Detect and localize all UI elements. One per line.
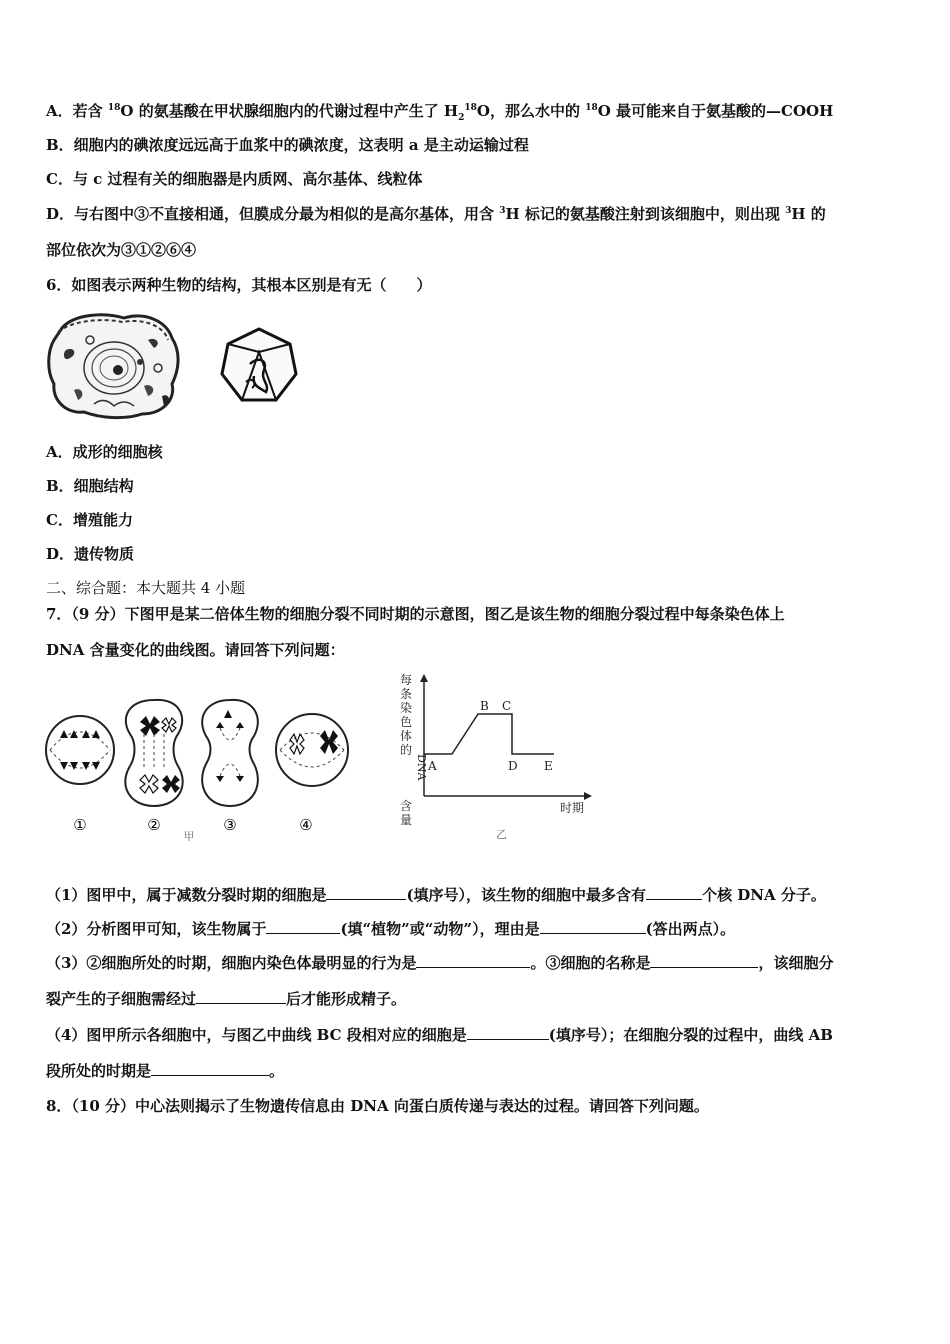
figure-yi-caption: 乙 <box>496 828 507 841</box>
figure-yi <box>396 672 596 842</box>
cell-label-1: ① <box>73 816 87 834</box>
cell-label-2: ② <box>147 816 161 834</box>
q5-option-d: D．与右图中③不直接相通，但膜成分最为相似的是高尔基体，用含 $^3$H 标记的氨基酸注射到该细胞中，则出现 $^3$H 的 <box>46 205 826 223</box>
q5-option-c: C．与 c 过程有关的细胞器是内质网、高尔基体、线粒体 <box>46 170 423 188</box>
q7-part-4: （4）图甲所示各细胞中，与图乙中曲线 BC 段相对应的细胞是 (填序号）；在细胞分裂的过程中，曲线 AB <box>46 1026 833 1044</box>
cell-1-metaphase-i <box>46 716 114 784</box>
dna-curve <box>424 714 554 754</box>
q5-option-d-line2: 部位依次为③①②⑥④ <box>46 241 197 259</box>
svg-text:含: 含 <box>400 799 413 813</box>
q6-option-d: D．遗传物质 <box>46 545 135 563</box>
svg-text:条: 条 <box>400 687 413 701</box>
cell-3-anaphase-ii <box>202 700 258 806</box>
x-axis-label: 时期 <box>560 801 585 815</box>
svg-text:体: 体 <box>400 729 413 743</box>
q7-part-2: （2）分析图甲可知，该生物属于 (填“植物”或“动物”），理由是 (答出两点）。 <box>46 920 736 938</box>
point-e: E <box>544 759 553 773</box>
y-axis-arrow <box>420 674 428 682</box>
q8-stem: 8．（10 分）中心法则揭示了生物遗传信息由 DNA 向蛋白质传递与表达的过程。请回答下列问题。 <box>46 1097 709 1115</box>
svg-text:染: 染 <box>400 701 413 715</box>
section-heading: 二、综合题：本大题共 4 小题 <box>46 579 246 597</box>
q6-option-c: C．增殖能力 <box>46 511 133 529</box>
svg-text:的: 的 <box>400 743 413 757</box>
figure-jia-caption: 甲 <box>183 830 195 843</box>
q6-option-a: A．成形的细胞核 <box>46 443 163 461</box>
q5-option-b: B．细胞内的碘浓度远远高于血浆中的碘浓度，这表明 a 是主动运输过程 <box>46 136 529 154</box>
cell-label-3: ③ <box>223 816 237 834</box>
q5-option-a: A．若含 $^{18}$O 的氨基酸在甲状腺细胞内的代谢过程中产生了 $H_2^{18}O$，那么水中的 $^{18}$O 最可能来自于氨基酸的—COOH <box>46 102 834 123</box>
q7-part-3: （3）②细胞所处的时期，细胞内染色体最明显的行为是 。③细胞的名称是 ，该细胞分 <box>46 954 834 972</box>
svg-text:DNA: DNA <box>415 754 428 781</box>
point-b: B <box>480 699 489 713</box>
q7-part-4-line2: 段所处的时期是 。 <box>46 1062 285 1080</box>
cell-figure <box>44 310 184 422</box>
virus-figure <box>218 326 300 406</box>
point-a: A <box>428 759 437 773</box>
cell-2-anaphase-i <box>125 700 182 806</box>
q7-stem-line2: DNA 含量变化的曲线图。请回答下列问题： <box>46 641 345 659</box>
q6-stem: 6．如图表示两种生物的结构，其根本区别是有无（ ） <box>46 276 432 294</box>
cell-label-4: ④ <box>299 816 313 834</box>
svg-text:每: 每 <box>400 673 413 687</box>
svg-text:量: 量 <box>400 813 413 827</box>
q7-stem-line1: 7．（9 分）下图甲是某二倍体生物的细胞分裂不同时期的示意图，图乙是该生物的细胞分裂过程中每条染色体上 <box>46 605 785 623</box>
cell-4-metaphase-ii <box>276 714 348 786</box>
q7-part-1: （1）图甲中，属于减数分裂时期的细胞是 (填序号），该生物的细胞中最多含有 个核 DNA 分子。 <box>46 886 826 904</box>
svg-text:色: 色 <box>400 715 413 729</box>
x-axis-arrow <box>584 792 592 800</box>
q7-part-3-line2: 裂产生的子细胞需经过 后才能形成精子。 <box>46 990 407 1008</box>
point-d: D <box>508 759 518 773</box>
q6-option-b: B．细胞结构 <box>46 477 134 495</box>
point-c: C <box>502 699 512 713</box>
figure-jia <box>44 694 354 844</box>
